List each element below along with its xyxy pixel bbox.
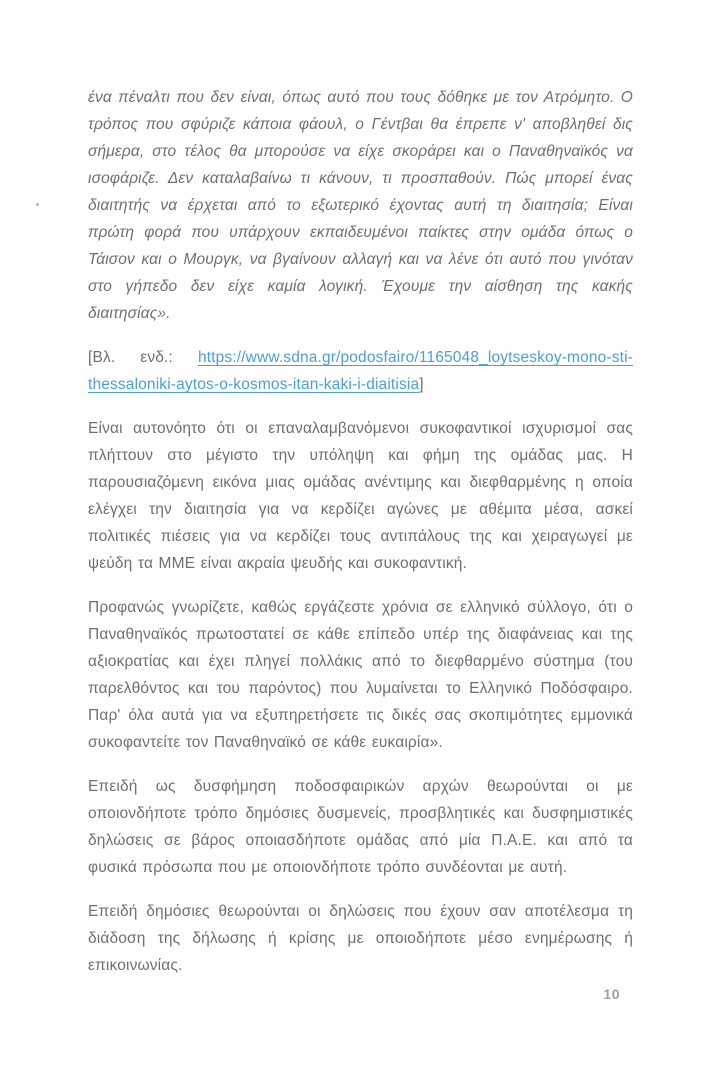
body-paragraph-4: Επειδή δημόσιες θεωρούνται οι δηλώσεις που έχουν σαν αποτέλεσμα τη διάδοση της δήλωσης ή κρίσης με οποιοδήποτε μέσο ενημέρωσης ή επικοινωνίας.	[88, 903, 633, 974]
citation-paragraph	[88, 344, 633, 398]
page-content	[88, 84, 633, 996]
citation-suffix: ]	[419, 376, 424, 393]
scan-artifact-dot	[36, 203, 39, 206]
body-paragraph-3: Επειδή ως δυσφήμηση ποδοσφαιρικών αρχών θεωρούνται οι με οποιονδήποτε τρόπο δημόσιες δυσμενείς, προσβλητικές και δυσφημιστικές δηλώσεις σε βάρος οποιασδήποτε ομάδας από μία Π.Α.Ε. και από τα φυσικά πρόσωπα που με οποιονδήποτε τρόπο συνδέονται με αυτή.	[88, 778, 633, 876]
page-number: 10	[603, 986, 620, 1002]
body-paragraph-2: Προφανώς γνωρίζετε, καθώς εργάζεστε χρόνια σε ελληνικό σύλλογο, ότι ο Παναθηναϊκός πρωτοστατεί σε κάθε επίπεδο υπέρ της διαφάνειας και της αξιοκρατίας και έχει πληγεί πολλάκις από το διεφθαρμένο σύστημα (του παρελθόντος και του παρόντος) που λυμαίνεται το Ελληνικό Ποδόσφαιρο. Παρ' όλα αυτά για να εξυπηρετήσετε τις δικές σας σκοπιμότητες εμμονικά συκοφαντείτε τον Παναθηναϊκό σε κάθε ευκαιρία».	[88, 599, 633, 751]
body-paragraph-1: Είναι αυτονόητο ότι οι επαναλαμβανόμενοι συκοφαντικοί ισχυρισμοί σας πλήττουν στο μέγιστο την υπόληψη και φήμη της ομάδας μας. Η παρουσιαζόμενη εικόνα μιας ομάδας ανέντιμης και διεφθαρμένης η οποία ελέγχει την διαιτησία για να κερδίζει αγώνες με αθέμιτα μέσα, ασκεί πολιτικές πιέσεις για να κερδίζει τους αντιπάλους της και χειραγωγεί με ψεύδη τα ΜΜΕ είναι ακραία ψευδής και συκοφαντική.	[88, 420, 633, 572]
citation-link[interactable]: https://www.sdna.gr/podosfairo/1165048_loytseskoy-mono-sti-thessaloniki-aytos-o-kosmos-itan-kaki-i-diaitisia	[88, 349, 633, 393]
quote-paragraph: ένα πέναλτι που δεν είναι, όπως αυτό που τους δόθηκε με τον Ατρόμητο. Ο τρόπος που σφύριζε κάποια φάουλ, ο Γέντβαι θα έπρεπε ν' αποβληθεί δις σήμερα, στο τέλος θα μπορούσε να είχε σκοράρει και ο Παναθηναϊκός να ισοφάριζε. Δεν καταλαβαίνω τι κάνουν, τι προσπαθούν. Πώς μπορεί ένας διαιτητής να έρχεται από το εξωτερικό έχοντας αυτή τη διαιτησία; Είναι πρώτη φορά που υπάρχουν εκπαιδευμένοι παίκτες στην ομάδα όπως ο Τάισον και ο Μουργκ, να βγαίνουν αλλαγή και να λένε ότι αυτό που γινόταν στο γήπεδο δεν είχε καμία λογική. Έχουμε την αίσθηση της κακής διαιτησίας».	[88, 89, 633, 322]
citation-prefix: [Βλ. ενδ.:	[88, 349, 198, 366]
